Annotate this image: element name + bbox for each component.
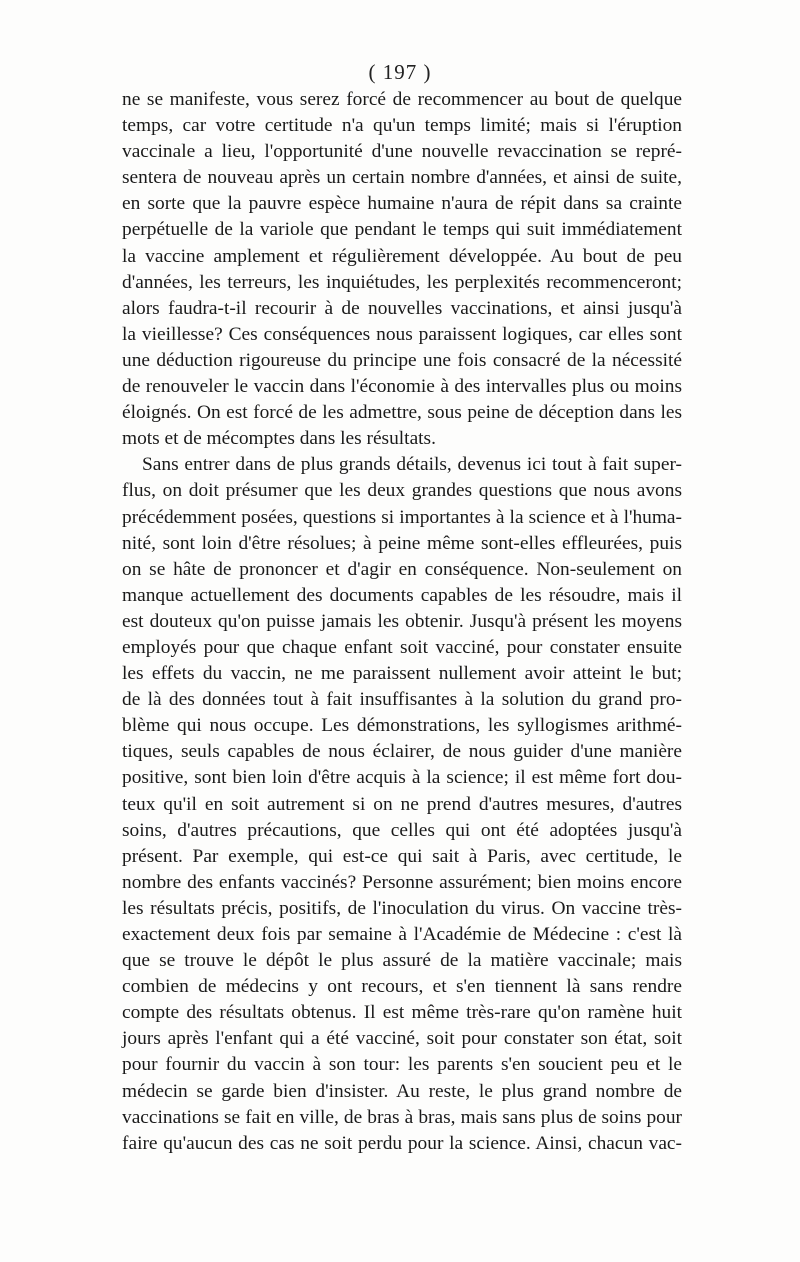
text-line: flus, on doit présumer que les deux grandes questions que nous avons: [122, 480, 682, 502]
text-line: en sorte que la pauvre espèce humaine n'aura de répit dans sa crainte: [122, 193, 682, 215]
text-line: que se trouve le dépôt le plus assuré de la matière vaccinale; mais: [122, 950, 682, 972]
text-line: soins, d'autres précautions, que celles qui ont été adoptées jusqu'à: [122, 819, 682, 841]
text-line: compte des résultats obtenus. Il est même très-rare qu'on ramène huit: [122, 1002, 682, 1024]
body-text: [122, 87, 682, 1157]
text-line: nité, sont loin d'être résolues; à peine même sont-elles effleurées, puis: [122, 532, 682, 554]
text-line: nombre des enfants vaccinés? Personne assurément; bien moins encore: [122, 871, 682, 893]
text-line: blème qui nous occupe. Les démonstrations, les syllogismes arithmé-: [122, 715, 682, 737]
paragraph: [122, 87, 682, 452]
text-line: la vaccine amplement et régulièrement développée. Au bout de peu: [122, 245, 682, 267]
text-line: exactement deux fois par semaine à l'Académie de Médecine : c'est là: [122, 924, 682, 945]
text-line: précédemment posées, questions si importantes à la science et à l'huma-: [122, 506, 682, 528]
text-line: de là des données tout à fait insuffisantes à la solution du grand pro-: [122, 689, 682, 711]
text-line: vaccinations se fait en ville, de bras à bras, mais sans plus de soins pour: [122, 1106, 682, 1128]
text-line: combien de médecins y ont recours, et s'en tiennent là sans rendre: [122, 976, 682, 998]
text-line: présent. Par exemple, qui est-ce qui sait à Paris, avec certitude, le: [122, 845, 682, 867]
page-number: ( 197 ): [368, 60, 432, 84]
text-line: mots et de mécomptes dans les résultats.: [122, 428, 436, 450]
text-line: d'années, les terreurs, les inquiétudes, les perplexités recommenceront;: [122, 271, 682, 293]
text-line: jours après l'enfant qui a été vacciné, soit pour constater son état, soit: [122, 1028, 682, 1050]
text-line: vaccinale a lieu, l'opportunité d'une nouvelle revaccination se repré-: [122, 141, 682, 163]
text-line: est douteux qu'on puisse jamais les obtenir. Jusqu'à présent les moyens: [122, 610, 682, 632]
text-line: la vieillesse? Ces conséquences nous paraissent logiques, car elles sont: [122, 323, 682, 345]
text-line: manque actuellement des documents capables de les résoudre, mais il: [122, 584, 682, 606]
paragraph: [122, 452, 682, 1157]
text-line: médecin se garde bien d'insister. Au reste, le plus grand nombre de: [122, 1080, 682, 1102]
text-line: Sans entrer dans de plus grands détails, devenus ici tout à fait super-: [142, 454, 682, 476]
text-line: employés pour que chaque enfant soit vacciné, pour constater ensuite: [122, 636, 682, 658]
text-line: les résultats précis, positifs, de l'inoculation du virus. On vaccine très-: [122, 897, 682, 919]
text-line: teux qu'il en soit autrement si on ne prend d'autres mesures, d'autres: [122, 793, 682, 815]
text-line: ne se manifeste, vous serez forcé de recommencer au bout de quelque: [122, 89, 682, 110]
text-line: éloignés. On est forcé de les admettre, sous peine de déception dans les: [122, 402, 682, 424]
text-line: tiques, seuls capables de nous éclairer, de nous guider d'une manière: [122, 741, 682, 763]
text-line: positive, sont bien loin d'être acquis à la science; il est même fort dou-: [122, 767, 682, 789]
text-line: sentera de nouveau après un certain nombre d'années, et ainsi de suite,: [122, 167, 682, 189]
text-line: pour fournir du vaccin à son tour: les parents s'en soucient peu et le: [122, 1054, 682, 1076]
text-line: une déduction rigoureuse du principe une fois consacré de la nécessité: [122, 349, 682, 371]
text-line: les effets du vaccin, ne me paraissent nullement avoir atteint le but;: [122, 663, 682, 685]
text-line: perpétuelle de la variole que pendant le temps qui suit immédiatement: [122, 219, 682, 241]
text-line: on se hâte de prononcer et d'agir en conséquence. Non-seulement on: [122, 558, 682, 580]
text-line: temps, car votre certitude n'a qu'un temps limité; mais si l'éruption: [122, 115, 682, 137]
text-line: faire qu'aucun des cas ne soit perdu pour la science. Ainsi, chacun vac-: [122, 1132, 682, 1154]
text-line: de renouveler le vaccin dans l'économie à des intervalles plus ou moins: [122, 376, 682, 398]
text-line: alors faudra-t-il recourir à de nouvelles vaccinations, et ainsi jusqu'à: [122, 297, 682, 319]
